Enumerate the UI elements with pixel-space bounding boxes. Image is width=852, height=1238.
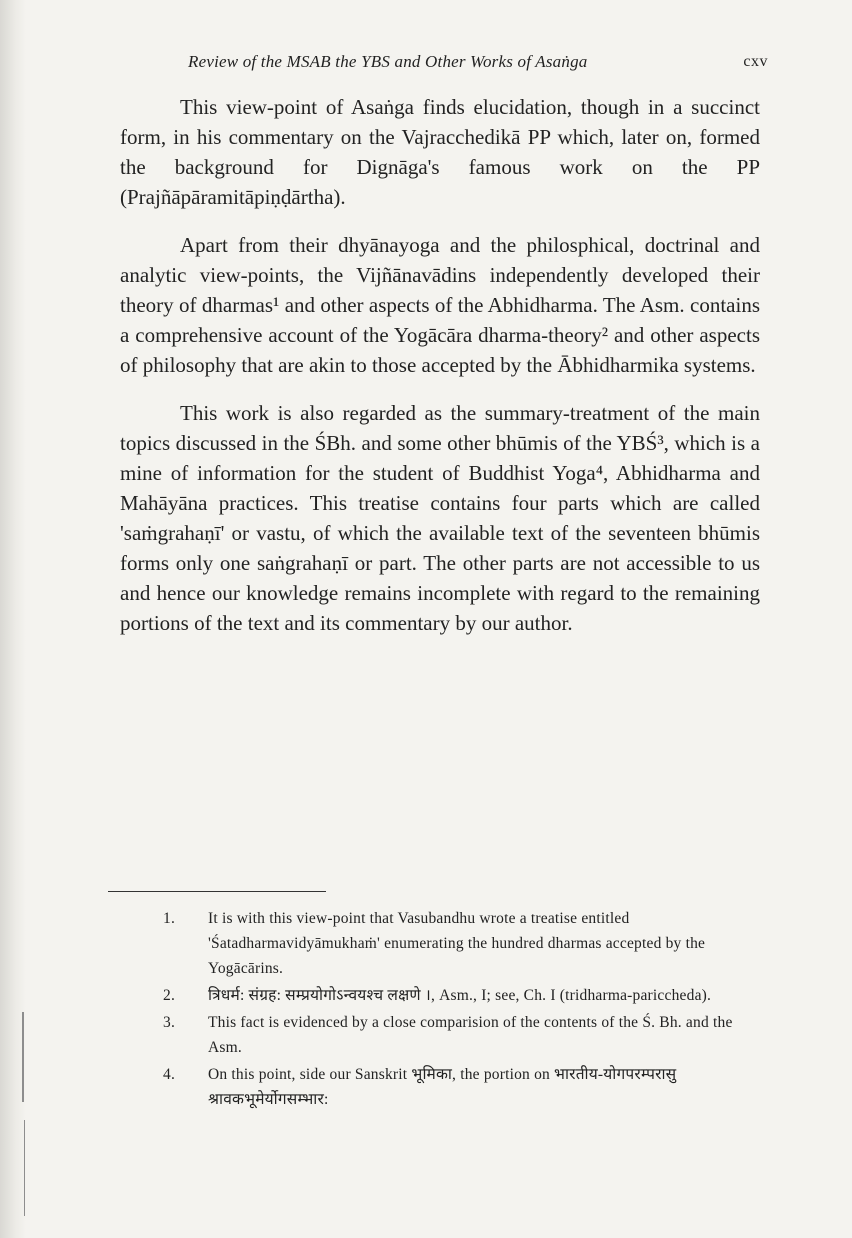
- footnote: [163, 1010, 761, 1060]
- footnote-number: 1.: [163, 910, 176, 927]
- page-number: cxv: [743, 53, 768, 70]
- footnote-number: 4.: [163, 1066, 176, 1083]
- footnote: [163, 1062, 761, 1112]
- footnote: [163, 906, 761, 981]
- page-header: [120, 52, 768, 76]
- margin-mark: [24, 1120, 25, 1216]
- footnote-text: It is with this view-point that Vasubandhu wrote a treatise entitled 'Śatadharmavidyāmukhaṁ' enumerating the hundred dharmas accepted by the Yogācārins.: [208, 910, 706, 977]
- margin-mark: [22, 1012, 24, 1102]
- footnote-number: 3.: [163, 1014, 176, 1031]
- paragraph: This work is also regarded as the summary-treatment of the main topics discussed in the ŚBh. and some other bhūmis of the YBŚ³, which is a mine of information for the student of Buddhist Yoga⁴, Abhidharma and Mahāyāna practices. This treatise contains four parts which are called 'saṁgrahaṇī' or vastu, of which the available text of the seventeen bhūmis forms only one saṅgrahaṇī or part. The other parts are not accessible to us and hence our knowledge remains incomplete with regard to the remaining portions of the text and its commentary by our author.: [120, 401, 760, 635]
- footnote-divider: [108, 891, 326, 892]
- footnote-text: On this point, side our Sanskrit भूमिका, the portion on भारतीय-योगपरम्परासु श्रावकभूमेर्योगसम्भार:: [208, 1066, 677, 1108]
- running-title: Review of the MSAB the YBS and Other Works of Asaṅga: [188, 52, 588, 71]
- footnote-number: 2.: [163, 987, 176, 1004]
- footnote-text: त्रिधर्म: संग्रह: सम्प्रयोगोऽन्वयश्च लक्षणे ।, Asm., I; see, Ch. I (tridharma-pariccheda).: [208, 987, 712, 1004]
- paragraph: This view-point of Asaṅga finds elucidation, though in a succinct form, in his commentary on the Vajracchedikā PP which, later on, formed the background for Dignāga's famous work on the PP (Prajñāpāramitāpiṇḍārtha).: [120, 95, 760, 209]
- footnote-text: This fact is evidenced by a close comparision of the contents of the Ś. Bh. and the Asm.: [208, 1014, 733, 1056]
- footnote: [163, 983, 761, 1008]
- footnotes: [163, 906, 761, 1114]
- body-text: [120, 92, 760, 656]
- paragraph: Apart from their dhyānayoga and the philosphical, doctrinal and analytic view-points, the Vijñānavādins independently developed their theory of dharmas¹ and other aspects of the Abhidharma. The Asm. contains a comprehensive account of the Yogācāra dharma-theory² and other aspects of philosophy that are akin to those accepted by the Ābhidharmika systems.: [120, 233, 760, 377]
